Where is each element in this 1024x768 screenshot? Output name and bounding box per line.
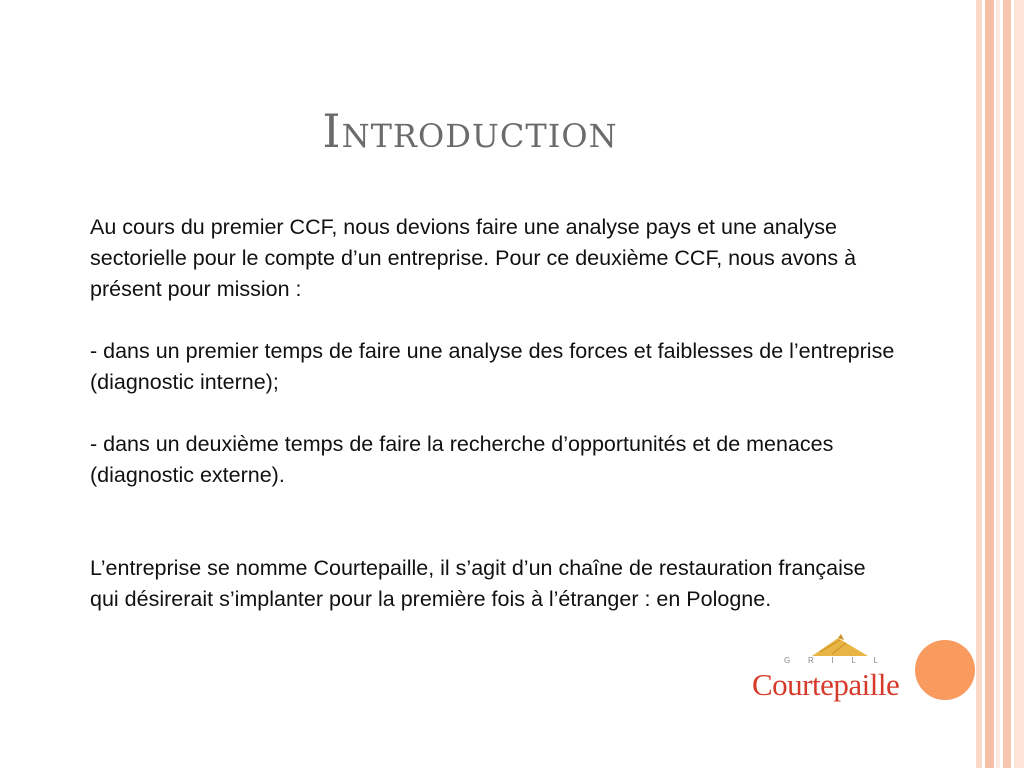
decorative-stripes [976, 0, 1024, 768]
intro-paragraph: Au cours du premier CCF, nous devions faire une analyse pays et une analyse sectorielle pour le compte d’un entreprise. Pour ce deuxième CCF, nous avons à présent pour mission : [90, 215, 857, 301]
decorative-orb [915, 640, 975, 700]
logo-grill-text: G R I L L [784, 656, 878, 665]
courtepaille-logo [748, 634, 908, 708]
slide-title: Introduction [322, 104, 618, 158]
bullet-external-diagnostic: - dans un deuxième temps de faire la recherche d’opportunités et de menaces (diagnostic externe). [90, 432, 834, 487]
company-paragraph: L’entreprise se nomme Courtepaille, il s’agit d’un chaîne de restauration française qui désirerait s’implanter pour la première fois à l’étranger : en Pologne. [90, 556, 866, 611]
thatched-roof-icon [810, 634, 870, 658]
bullet-internal-diagnostic: - dans un premier temps de faire une analyse des forces et faiblesses de l’entreprise (diagnostic interne); [90, 339, 895, 394]
slide-body [90, 212, 900, 615]
logo-brand-name: Courtepaille [752, 667, 900, 702]
